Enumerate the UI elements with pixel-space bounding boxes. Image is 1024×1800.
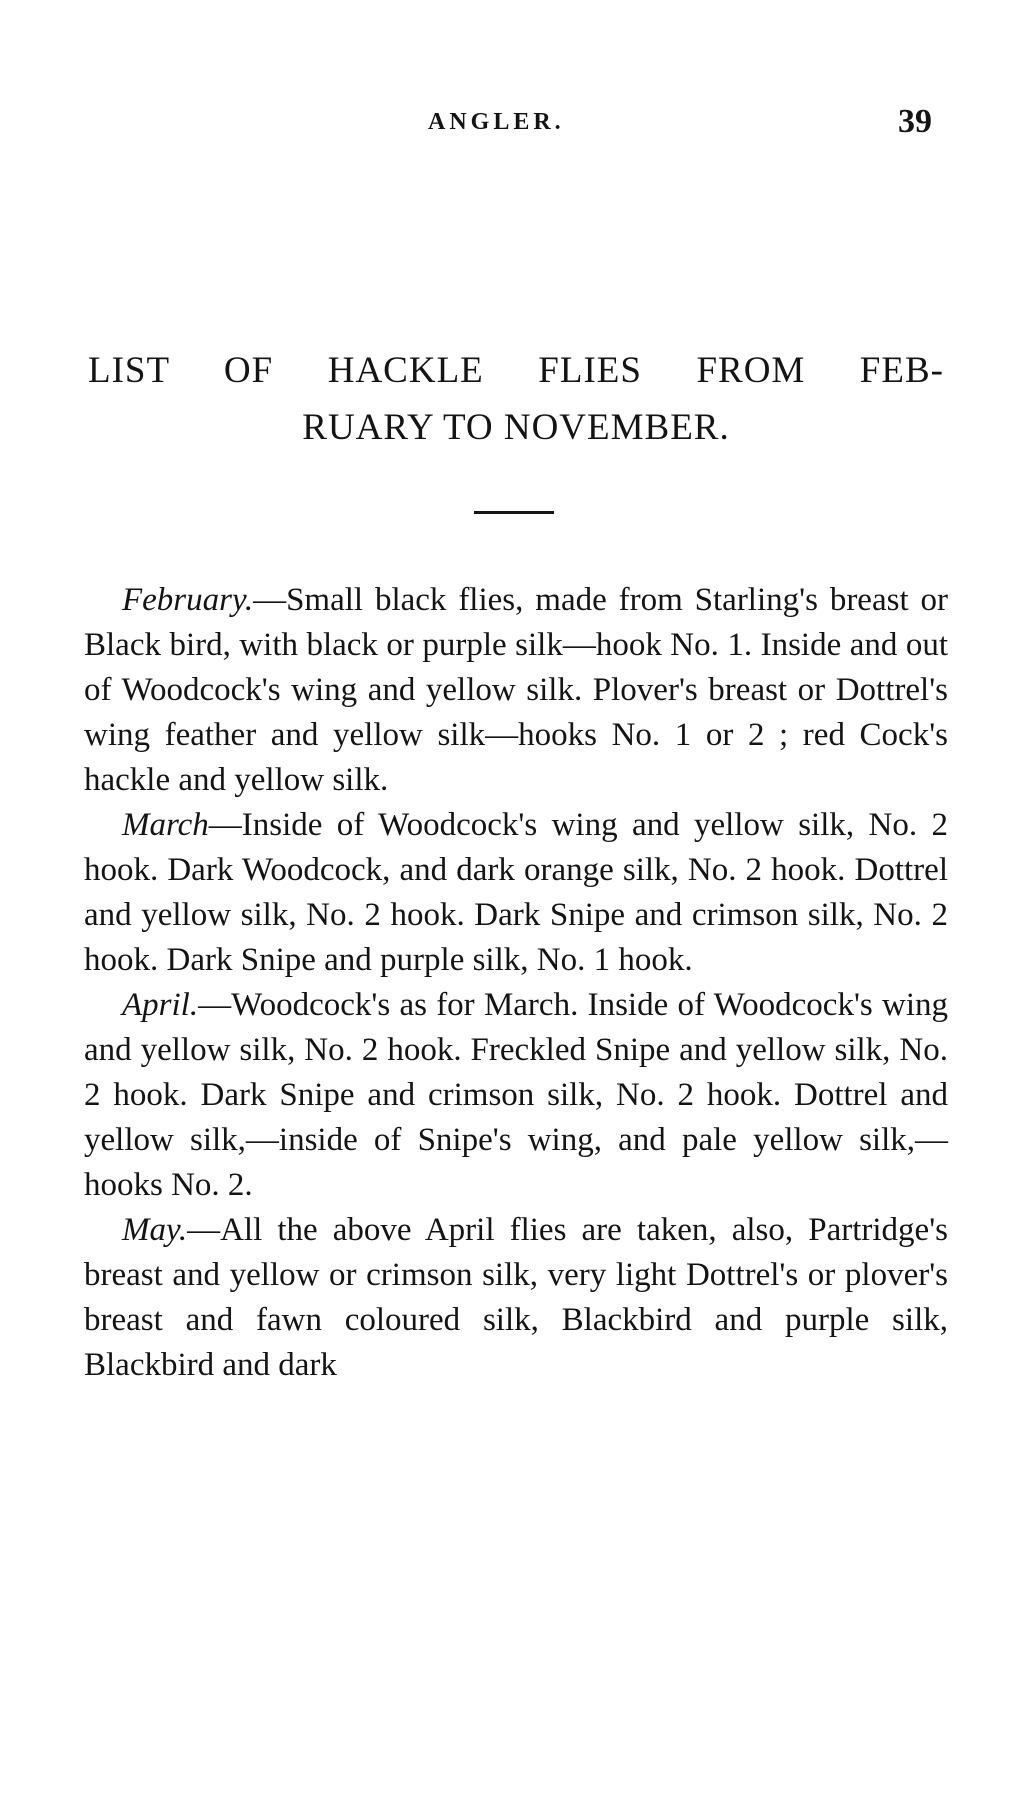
heading-line-2: RUARY TO NOVEMBER. bbox=[302, 407, 730, 448]
paragraph-text: —Woodcock's as for March. Inside of Woodcock's wing and yellow silk, No. 2 hook. Freckled Snipe and yellow silk, No. 2 hook. Dark Snipe and crimson silk, No. 2 hook. Dottrel and yellow silk,—inside of Snipe's wing, and pale yellow silk,—hooks No. 2. bbox=[84, 987, 948, 1203]
paragraph-text: —Inside of Woodcock's wing and yellow silk, No. 2 hook. Dark Woodcock, and dark orange silk, No. 2 hook. Dottrel and yellow silk, No. 2 hook. Dark Snipe and crimson silk, No. 2 hook. Dark Snipe and purple silk, No. 1 hook. bbox=[84, 807, 948, 978]
section-divider bbox=[474, 511, 554, 514]
paragraph-text: —All the above April flies are taken, also, Partridge's breast and yellow or crimson silk, very light Dottrel's or plover's breast and fawn coloured silk, Blackbird and purple silk, Blackbird and dark bbox=[84, 1212, 948, 1383]
paragraph-march bbox=[84, 803, 948, 983]
page-number: 39 bbox=[898, 103, 932, 140]
month-label: February. bbox=[122, 582, 254, 618]
chapter-heading bbox=[88, 342, 944, 456]
body-text bbox=[84, 578, 948, 1388]
heading-line-1: LIST OF HACKLE FLIES FROM FEB- bbox=[88, 350, 944, 391]
month-label: May. bbox=[122, 1212, 188, 1248]
paragraph-february bbox=[84, 578, 948, 803]
month-label: March bbox=[122, 807, 209, 843]
month-label: April. bbox=[122, 987, 199, 1023]
paragraph-may bbox=[84, 1208, 948, 1388]
paragraph-april bbox=[84, 983, 948, 1208]
running-title: ANGLER. bbox=[428, 109, 565, 135]
paragraph-text: —Small black flies, made from Starling's breast or Black bird, with black or purple silk—hook No. 1. Inside and out of Woodcock's wing and yellow silk. Plover's breast or Dottrel's wing feather and yellow silk—hooks No. 1 or 2 ; red Cock's hackle and yellow silk. bbox=[84, 582, 948, 798]
running-head bbox=[0, 103, 1024, 143]
